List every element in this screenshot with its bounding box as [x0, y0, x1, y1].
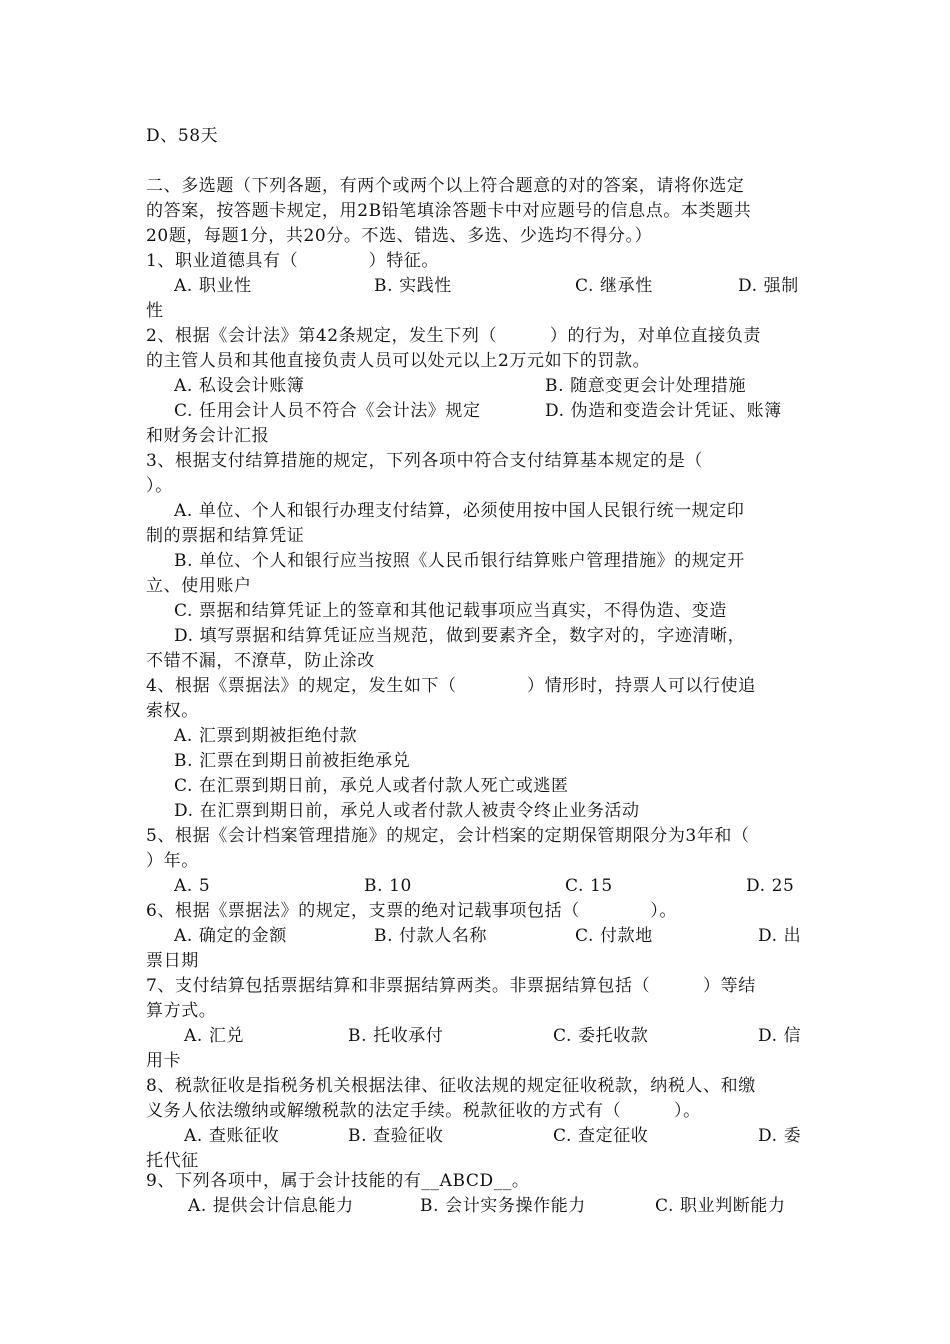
question-2-stem-line-2: 的主管人员和其他直接负责人员可以处元以上2万元如下的罚款。	[146, 351, 651, 371]
question-4-option-c: C. 在汇票到期日前，承兑人或者付款人死亡或逃匿	[174, 776, 569, 796]
question-4-stem-line-1: 4、根据《票据法》的规定，发生如下（ ）情形时，持票人可以行使追	[146, 676, 756, 696]
question-5-stem-line-2: ）年。	[146, 851, 199, 871]
question-2-option-b: B. 随意变更会计处理措施	[545, 376, 747, 396]
question-5-stem-line-1: 5、根据《会计档案管理措施》的规定，会计档案的定期保管期限分为3年和（	[146, 826, 750, 846]
question-3-option-b-line-2: 立、使用账户	[146, 576, 252, 596]
question-2-option-d: D. 伪造和变造会计凭证、账簿	[545, 401, 782, 421]
question-1-stem: 1、职业道德具有（ ）特征。	[146, 251, 440, 271]
question-3-option-d-line-2: 不错不漏，不潦草，防止涂改	[146, 651, 375, 671]
question-1-option-c: C. 继承性	[575, 276, 653, 296]
question-3-stem-line-2: ）。	[146, 476, 173, 496]
question-1-option-d: D. 强制	[738, 276, 799, 296]
question-3-stem-line-1: 3、根据支付结算措施的规定，下列各项中符合支付结算基本规定的是（	[146, 451, 704, 471]
question-4-option-a: A. 汇票到期被拒绝付款	[174, 726, 358, 746]
question-1-option-a: A. 职业性	[174, 276, 252, 296]
question-4-option-d: D. 在汇票到期日前，承兑人或者付款人被责令终止业务活动	[174, 801, 640, 821]
question-2-option-c: C. 任用会计人员不符合《会计法》规定	[174, 401, 481, 421]
question-3-option-b-line-1: B. 单位、个人和银行应当按照《人民币银行结算账户管理措施》的规定开	[174, 551, 745, 571]
prev-option-d: D、58天	[146, 126, 219, 146]
question-4-stem-line-2: 索权。	[146, 701, 199, 721]
question-8-option-c: C. 查定征收	[553, 1126, 649, 1146]
question-1-option-b: B. 实践性	[374, 276, 452, 296]
question-6-option-b: B. 付款人名称	[374, 926, 488, 946]
section-heading-line-2: 的答案，按答题卡规定，用2B铅笔填涂答题卡中对应题号的信息点。本类题共	[146, 201, 752, 221]
question-9-stem: 9、下列各项中，属于会计技能的有__ABCD__。	[146, 1171, 530, 1191]
question-5-option-d: D. 25	[746, 876, 795, 896]
question-2-option-d-wrap: 和财务会计汇报	[146, 426, 270, 446]
question-9-option-b: B. 会计实务操作能力	[420, 1196, 586, 1216]
question-7-option-c: C. 委托收款	[553, 1026, 649, 1046]
question-8-option-d: D. 委	[758, 1126, 802, 1146]
question-3-option-c: C. 票据和结算凭证上的签章和其他记载事项应当真实，不得伪造、变造	[174, 601, 728, 621]
question-3-option-a-line-2: 制的票据和结算凭证	[146, 526, 305, 546]
question-2-stem-line-1: 2、根据《会计法》第42条规定，发生下列（ ）的行为，对单位直接负责	[146, 326, 762, 346]
question-3-option-d-line-1: D. 填写票据和结算凭证应当规范，做到要素齐全，数字对的，字迹清晰，	[174, 626, 746, 646]
question-8-stem-line-2: 义务人依法缴纳或解缴税款的法定手续。税款征收的方式有（ ）。	[146, 1101, 701, 1121]
question-4-option-b: B. 汇票在到期日前被拒绝承兑	[174, 751, 411, 771]
section-heading-line-1: 二、多选题（下列各题，有两个或两个以上符合题意的对的答案，请将你选定	[146, 176, 745, 196]
question-3-option-a-line-1: A. 单位、个人和银行办理支付结算，必须使用按中国人民银行统一规定印	[174, 501, 745, 521]
question-7-stem-line-1: 7、支付结算包括票据结算和非票据结算两类。非票据结算包括（ ）等结	[146, 976, 756, 996]
question-8-option-d-wrap: 托代征	[146, 1151, 199, 1171]
question-6-option-a: A. 确定的金额	[174, 926, 287, 946]
question-7-stem-line-2: 算方式。	[146, 1001, 217, 1021]
question-6-option-c: C. 付款地	[575, 926, 653, 946]
question-5-option-a: A. 5	[174, 876, 211, 896]
question-8-option-b: B. 查验征收	[348, 1126, 444, 1146]
question-7-option-a: A. 汇兑	[184, 1026, 245, 1046]
question-7-option-b: B. 托收承付	[348, 1026, 444, 1046]
question-1-option-d-wrap: 性	[146, 301, 164, 321]
section-heading-line-3: 20题，每题1分，共20分。不选、错选、多选、少选均不得分。）	[146, 226, 653, 246]
question-5-option-c: C. 15	[565, 876, 613, 896]
question-6-stem: 6、根据《票据法》的规定，支票的绝对记载事项包括（ ）。	[146, 901, 677, 921]
question-8-option-a: A. 查账征收	[184, 1126, 280, 1146]
question-6-option-d: D. 出	[758, 926, 802, 946]
question-8-stem-line-1: 8、税款征收是指税务机关根据法律、征收法规的规定征收税款，纳税人、和缴	[146, 1076, 756, 1096]
question-9-option-c: C. 职业判断能力	[655, 1196, 786, 1216]
question-6-option-d-wrap: 票日期	[146, 951, 199, 971]
question-7-option-d: D. 信	[758, 1026, 802, 1046]
question-5-option-b: B. 10	[364, 876, 412, 896]
question-7-option-d-wrap: 用卡	[146, 1051, 182, 1071]
question-9-option-a: A. 提供会计信息能力	[188, 1196, 354, 1216]
question-2-option-a: A. 私设会计账簿	[174, 376, 305, 396]
